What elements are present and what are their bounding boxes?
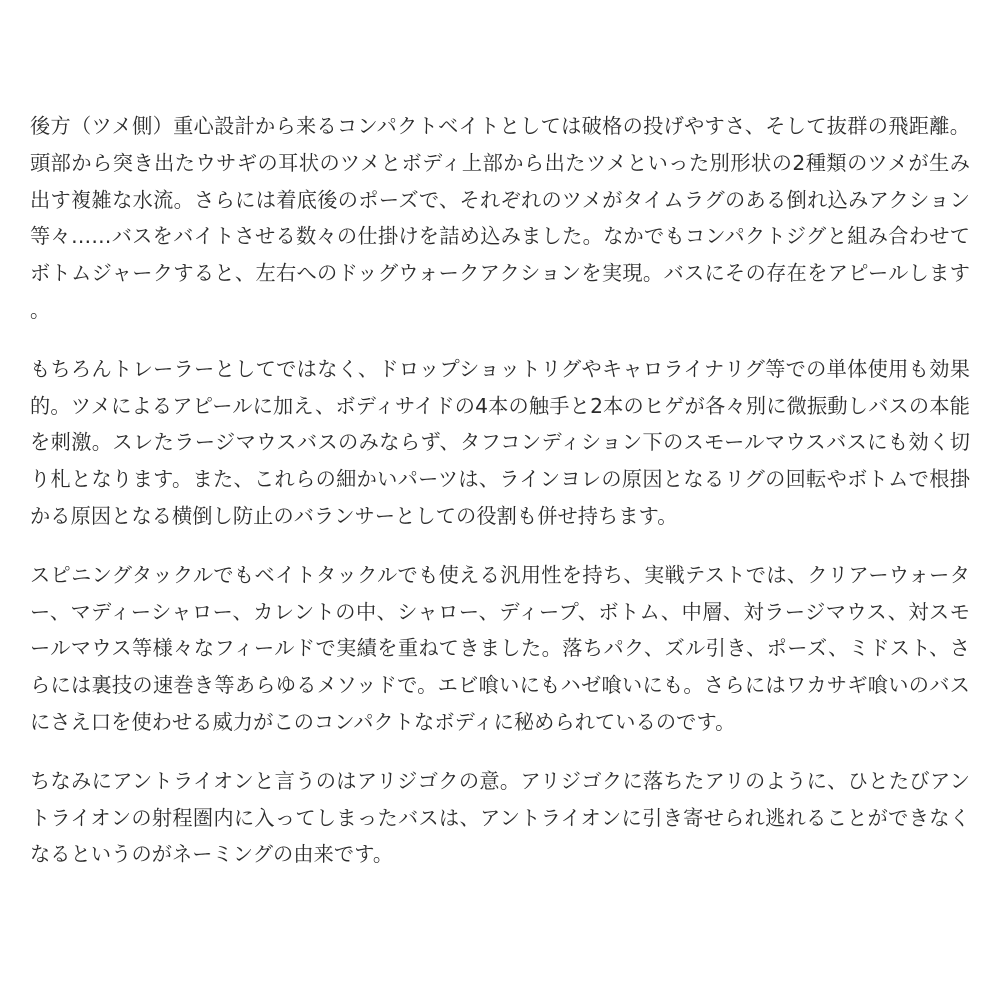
product-description: [30, 108, 970, 895]
paragraph-name-origin: ちなみにアントライオンと言うのはアリジゴクの意。アリジゴクに落ちたアリのように、ひとたびアントライオンの射程圏内に入ってしまったバスは、アントライオンに引き寄せられ逃れることができなくなるというのがネーミングの由来です。: [30, 768, 970, 867]
paragraph-casting-and-action: 後方（ツメ側）重心設計から来るコンパクトベイトとしては破格の投げやすさ、そして抜群の飛距離。頭部から突き出たウサギの耳状のツメとボディ上部から出たツメといった別形状の2種類のツメが生み出す複雑な水流。さらには着底後のポーズで、それぞれのツメがタイムラグのある倒れ込みアクション等々……バスをバイトさせる数々の仕掛けを詰め込みました。なかでもコンパクトジグと組み合わせてボトムジャークすると、左右へのドッグウォークアクションを実現。バスにその存在をアピールします。: [30, 114, 970, 322]
paragraph-versatility: スピニングタックルでもベイトタックルでも使える汎用性を持ち、実戦テストでは、クリアーウォーター、マディーシャロー、カレントの中、シャロー、ディープ、ボトム、中層、対ラージマウス、対スモールマウス等様々なフィールドで実績を重ねてきました。落ちパク、ズル引き、ポーズ、ミドスト、さらには裏技の速巻き等あらゆるメソッドで。エビ喰いにもハゼ喰いにも。さらにはワカサギ喰いのバスにさえ口を使わせる威力がこのコンパクトなボディに秘められているのです。: [30, 562, 970, 734]
paragraph-standalone-use: もちろんトレーラーとしてではなく、ドロップショットリグやキャロライナリグ等での単体使用も効果的。ツメによるアピールに加え、ボディサイドの4本の触手と2本のヒゲが各々別に微振動しバスの本能を刺激。スレたラージマウスバスのみならず、タフコンディション下のスモールマウスバスにも効く切り札となります。また、これらの細かいパーツは、ラインヨレの原因となるリグの回転やボトムで根掛かる原因となる横倒し防止のバランサーとしての役割も併せ持ちます。: [30, 356, 970, 528]
